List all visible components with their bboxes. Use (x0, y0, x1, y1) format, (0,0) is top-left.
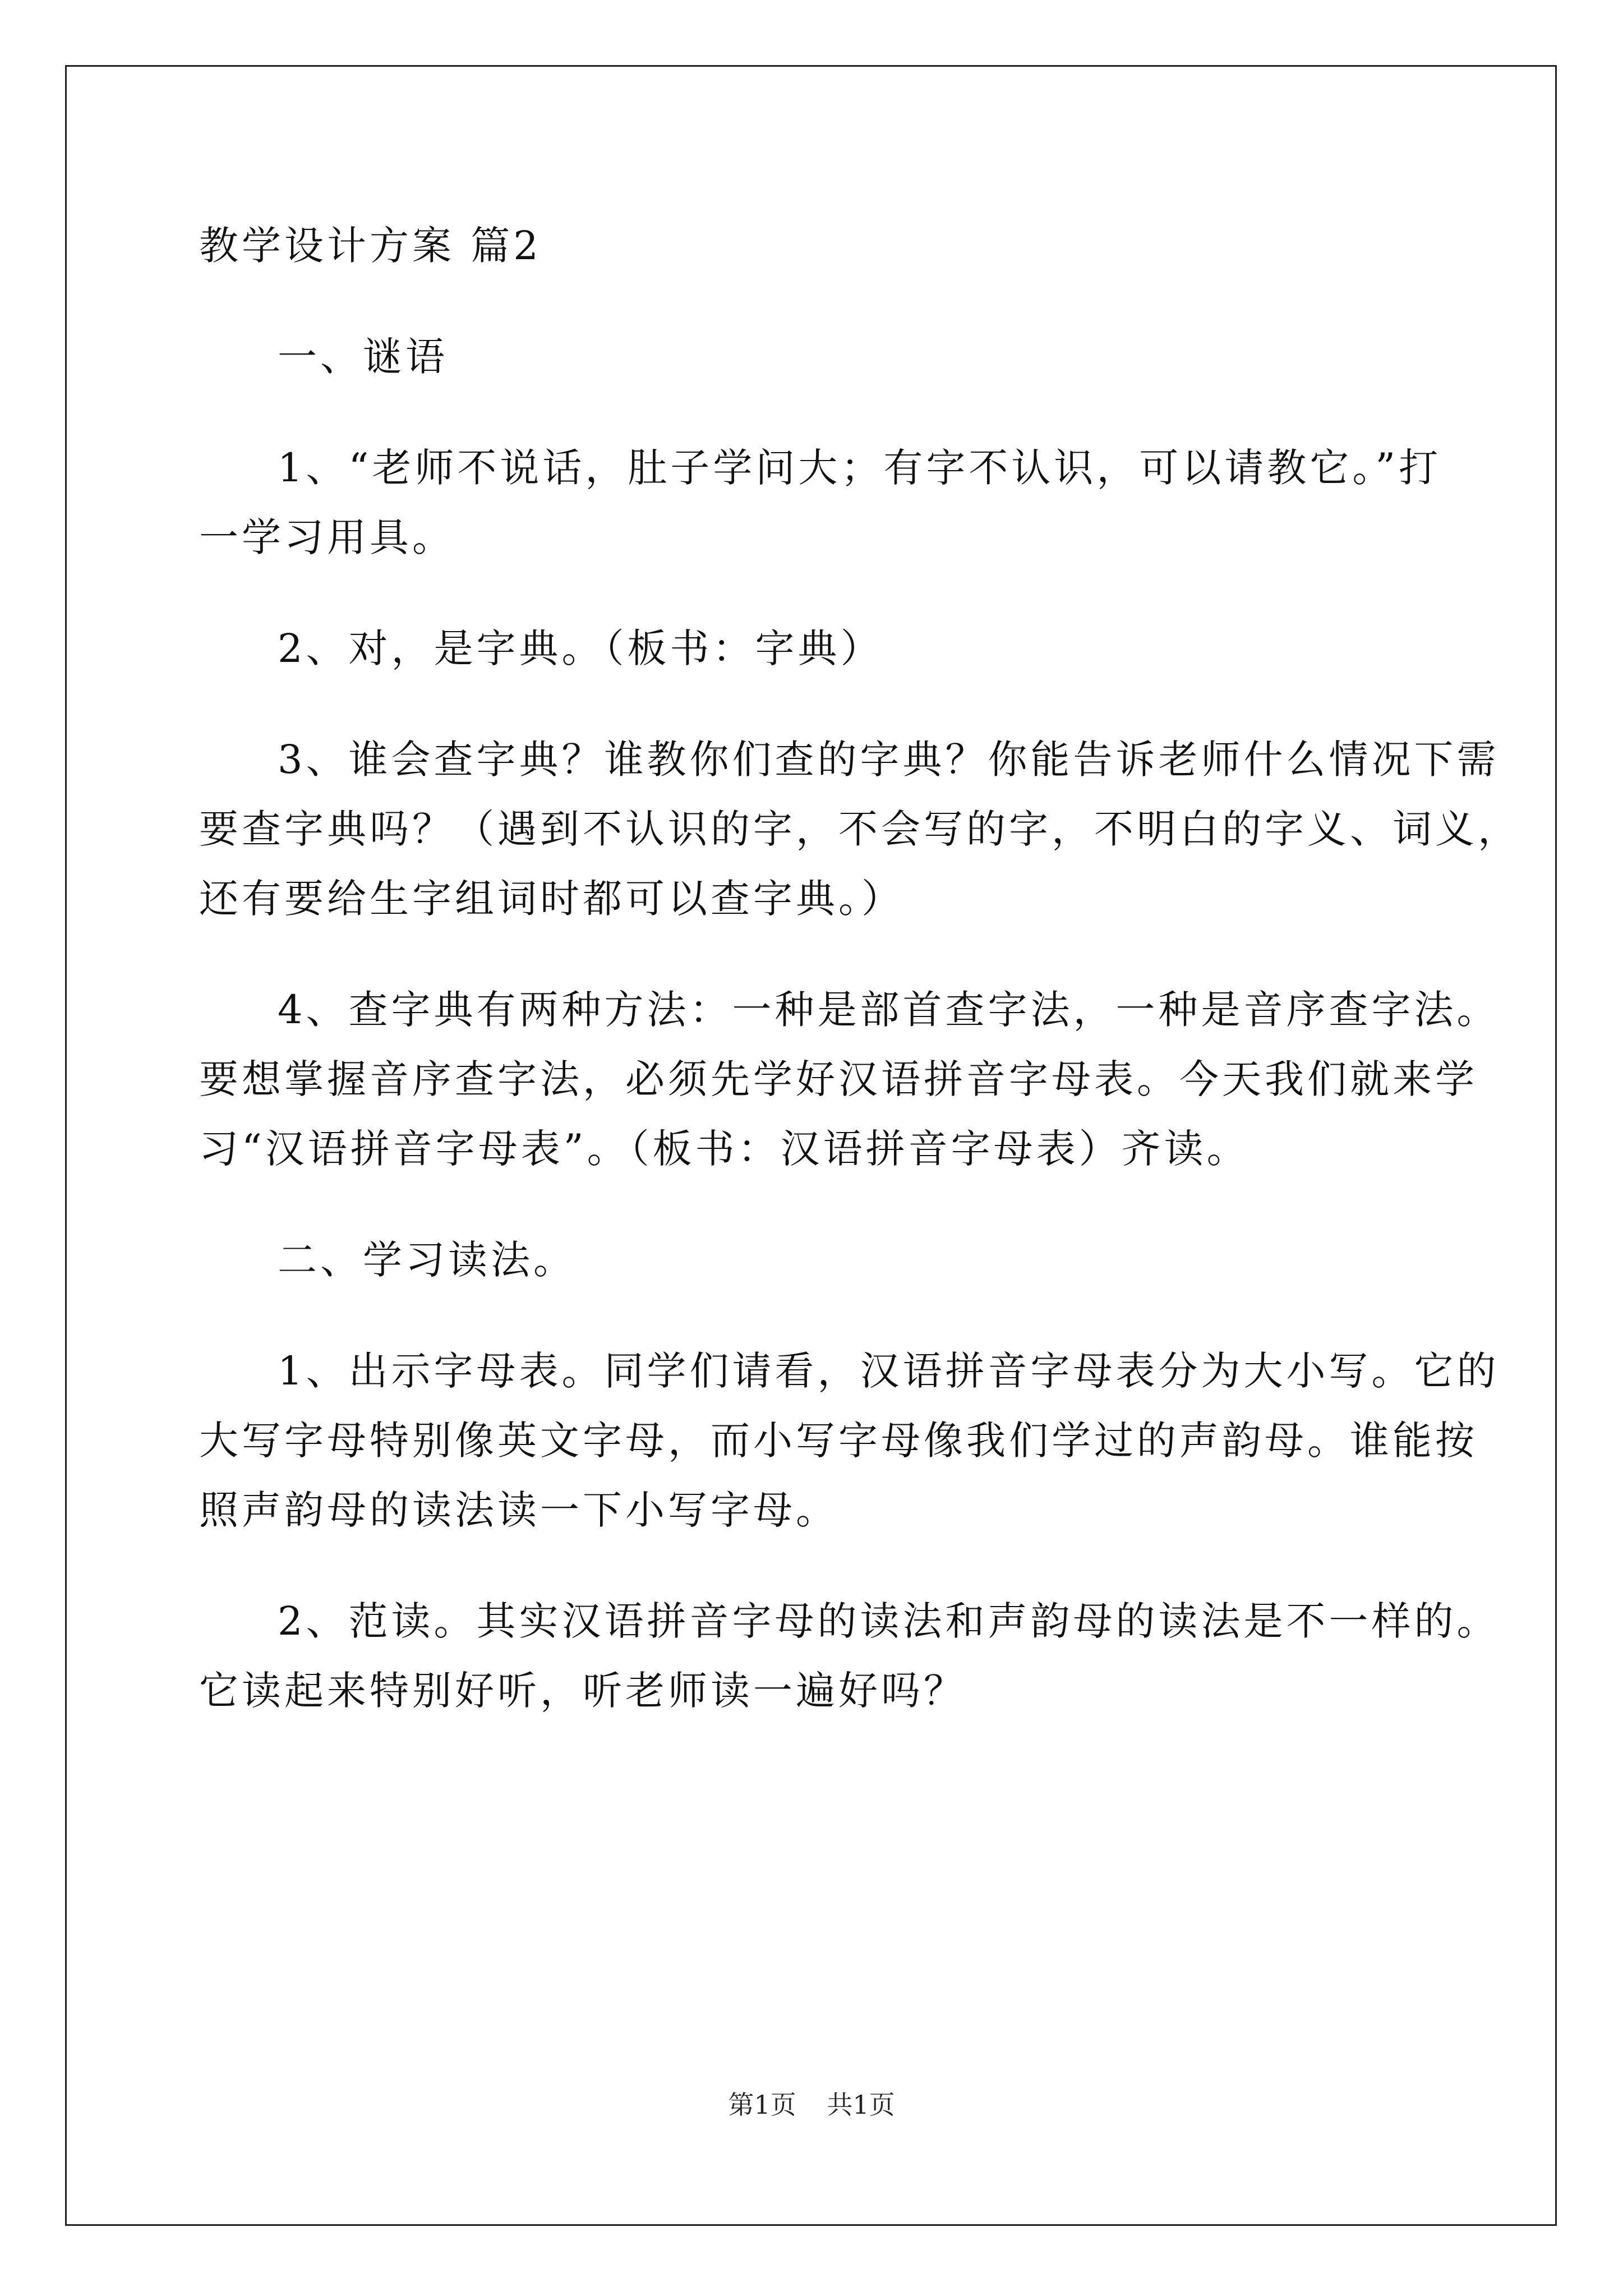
page-number: 第1页 (728, 2090, 796, 2120)
paragraph-line: 一学习用具。 (199, 514, 455, 560)
paragraph-line: 要查字典吗？（遇到不认识的字，不会写的字，不明白的字义、词义， (199, 806, 1520, 852)
paragraph-line: 要想掌握音序查字法，必须先学好汉语拼音字母表。今天我们就来学 (199, 1056, 1478, 1102)
paragraph-line: 照声韵母的读法读一下小写字母。 (199, 1487, 838, 1533)
paragraph-line: 3、谁会查字典？谁教你们查的字典？你能告诉老师什么情况下需 (278, 737, 1500, 783)
page-footer (0, 2088, 1623, 2122)
section-heading: 一、谜语 (278, 334, 448, 380)
paragraph-line: 1、“老师不说话，肚子学问大；有字不认识，可以请教它。”打 (278, 445, 1442, 491)
paragraph-line: 它读起来特别好听，听老师读一遍好吗？ (199, 1668, 966, 1714)
paragraph-line: 1、出示字母表。同学们请看，汉语拼音字母表分为大小写。它的 (278, 1348, 1500, 1394)
paragraph-line: 4、查字典有两种方法：一种是部首查字法，一种是音序查字法。 (278, 987, 1500, 1033)
section-heading: 二、学习读法。 (278, 1237, 576, 1283)
paragraph-line: 还有要给生字组词时都可以查字典。） (199, 876, 904, 922)
document-title: 教学设计方案 篇2 (199, 223, 542, 269)
paragraph-line: 2、对，是字典。（板书：字典） (278, 625, 883, 671)
paragraph-line: 2、范读。其实汉语拼音字母的读法和声韵母的读法是不一样的。 (278, 1598, 1500, 1644)
page-total: 共1页 (827, 2090, 895, 2120)
paragraph-line: 习“汉语拼音字母表”。（板书：汉语拼音字母表）齐读。 (199, 1126, 1249, 1172)
paragraph-line: 大写字母特别像英文字母，而小写字母像我们学过的声韵母。谁能按 (199, 1418, 1478, 1464)
